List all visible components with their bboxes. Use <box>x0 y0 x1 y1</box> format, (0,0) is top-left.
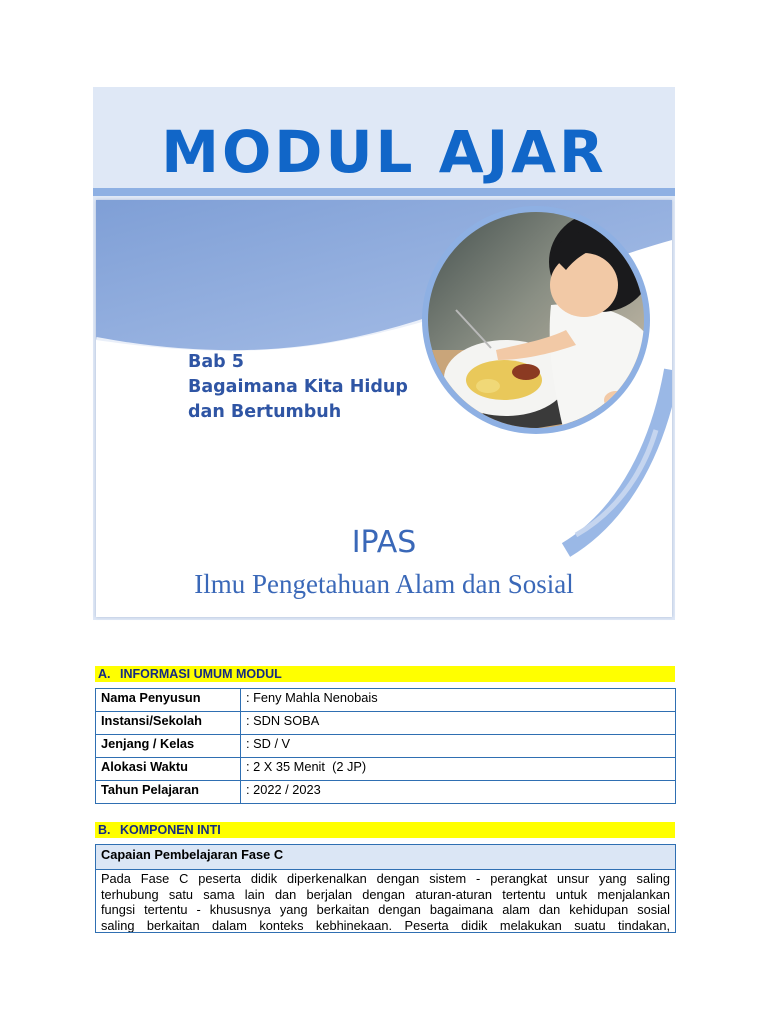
info-value: : 2022 / 2023 <box>241 781 676 804</box>
info-label: Alokasi Waktu <box>96 758 241 781</box>
section-a-heading <box>95 666 675 682</box>
section-b-title: KOMPONEN INTI <box>120 823 221 837</box>
chapter-number: Bab 5 <box>188 352 244 372</box>
table-row <box>96 712 676 735</box>
table-row <box>96 758 676 781</box>
info-value: : Feny Mahla Nenobais <box>241 689 676 712</box>
title-divider <box>93 188 675 196</box>
table-row <box>96 689 676 712</box>
section-a-title: INFORMASI UMUM MODUL <box>120 667 282 681</box>
chapter-title-line-2: dan Bertumbuh <box>188 402 342 422</box>
subject-full-name: Ilmu Pengetahuan Alam dan Sosial <box>194 569 574 599</box>
module-info-table <box>95 688 676 804</box>
info-label: Nama Penyusun <box>96 689 241 712</box>
info-label: Instansi/Sekolah <box>96 712 241 735</box>
learning-outcome-heading: Capaian Pembelajaran Fase C <box>95 844 676 870</box>
table-row <box>96 781 676 804</box>
info-value: : SD / V <box>241 735 676 758</box>
learning-outcome-text <box>95 869 676 933</box>
paragraph-line: fungsi tertentu - khususnya yang berkaitan dengan bagaimana alam dan kehidupan sosial <box>101 902 670 918</box>
chapter-heading <box>188 350 448 425</box>
paragraph-line: saling berkaitan dalam konteks kebhinekaan. Peserta didik melakukan suatu tindakan, <box>101 917 670 933</box>
cover-block <box>93 87 675 620</box>
paragraph-line: Pada Fase C peserta didik diperkenalkan dengan sistem - perangkat unsur yang saling <box>101 871 670 886</box>
paragraph-line: terhubung satu sama lain dan berjalan dengan aturan-aturan tertentu untuk menjalankan <box>101 886 670 902</box>
cover-illustration <box>96 200 672 617</box>
info-label: Tahun Pelajaran <box>96 781 241 804</box>
section-b-letter: B. <box>98 823 111 837</box>
table-row <box>96 735 676 758</box>
section-a-letter: A. <box>98 667 111 681</box>
module-title: MODUL AJAR <box>161 118 607 186</box>
info-value: : 2 X 35 Menit (2 JP) <box>241 758 676 781</box>
info-value: : SDN SOBA <box>241 712 676 735</box>
info-label: Jenjang / Kelas <box>96 735 241 758</box>
chapter-title-line-1: Bagaimana Kita Hidup <box>188 377 408 397</box>
subject-abbreviation: IPAS <box>351 525 417 560</box>
section-b-heading <box>95 822 675 838</box>
